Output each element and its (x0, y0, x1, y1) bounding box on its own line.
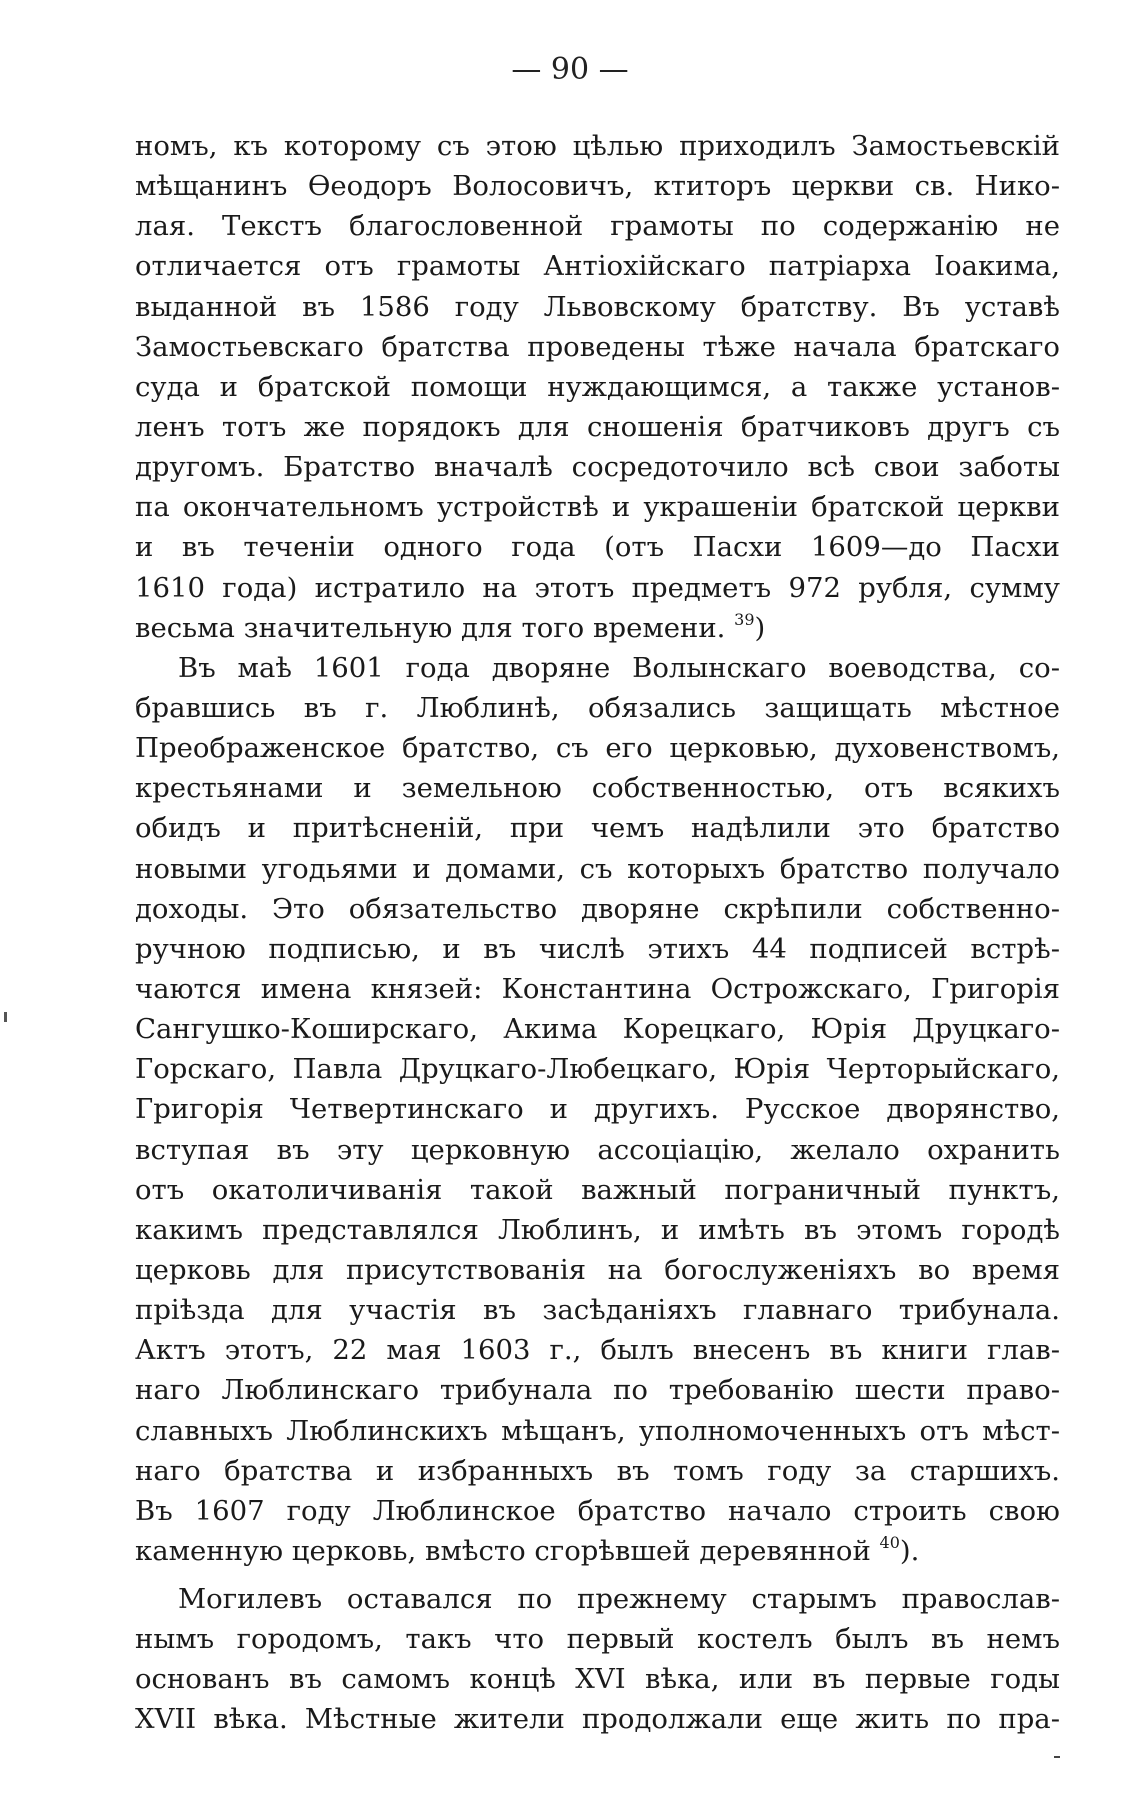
body-text (135, 126, 1060, 1740)
text-segment: ) (754, 611, 766, 644)
text-line: основанъ въ самомъ концѣ XVI вѣка, или въ первые годы (135, 1663, 1060, 1696)
scan-edge-mark (4, 1012, 7, 1022)
text-line: Въ маѣ 1601 года дворяне Волынскаго воеводства, со- (178, 651, 1060, 684)
text-line: па окончательномъ устройствѣ и украшеніи братской церкви (135, 491, 1060, 524)
text-line (135, 608, 1060, 648)
text-segment: весьма значительную для того времени. (135, 611, 726, 644)
text-line: номъ, къ которому съ этою цѣлью приходилъ Замостьевскій (135, 130, 1060, 162)
text-line: отъ окатоличиванія такой важный пограничный пунктъ, (135, 1173, 1060, 1206)
text-line: обидъ и притѣсненій, при чемъ надѣлили это братство (135, 812, 1060, 845)
text-line: нымъ городомъ, такъ что первый костелъ былъ въ немъ (135, 1623, 1060, 1656)
text-line: мѣщанинъ Ѳеодоръ Волосовичъ, ктиторъ церкви св. Нико- (135, 170, 1060, 203)
text-line: Въ 1607 году Люблинское братство начало строить свою (135, 1494, 1060, 1527)
text-line: и въ теченіи одного года (отъ Пасхи 1609—до Пасхи (135, 531, 1060, 564)
text-line: доходы. Это обязательство дворяне скрѣпили собственно- (135, 892, 1060, 925)
text-segment: ). (899, 1534, 920, 1567)
text-line: новыми угодьями и домами, съ которыхъ братство получало (135, 852, 1060, 885)
text-line: церковь для присутствованія на богослуженіяхъ во время (135, 1253, 1060, 1286)
text-line: Актъ этотъ, 22 мая 1603 г., былъ внесенъ въ книги глав- (135, 1334, 1060, 1367)
text-line: ленъ тотъ же порядокъ для сношенія братчиковъ другъ съ (135, 410, 1060, 443)
text-line: суда и братской помощи нуждающимся, а также установ- (135, 370, 1060, 403)
text-line: XVII вѣка. Мѣстные жители продолжали еще жить по пра- (135, 1703, 1060, 1736)
text-segment: каменную церковь, вмѣсто сгорѣвшей деревянной (135, 1534, 871, 1567)
text-line: наго Люблинскаго трибунала по требованію шести право- (135, 1374, 1060, 1407)
paragraph-gap (135, 1571, 1060, 1579)
text-line: вступая въ эту церковную ассоціацію, желало охранить (135, 1133, 1060, 1166)
text-line: пріѣзда для участія въ засѣданіяхъ главнаго трибунала. (135, 1294, 1060, 1327)
text-line: бравшись въ г. Люблинѣ, обязались защищать мѣстное (135, 691, 1060, 724)
text-line: Замостьевскаго братства проведены тѣже начала братскаго (135, 330, 1060, 363)
text-line: Сангушко-Коширскаго, Акима Корецкаго, Юрія Друцкаго- (135, 1013, 1060, 1046)
text-line: отличается отъ грамоты Антіохійскаго патріарха Іоакима, (135, 250, 1060, 283)
text-line: 1610 года) истратило на этотъ предметъ 972 рубля, сумму (135, 571, 1060, 604)
footnote-marker: 40 (879, 1532, 900, 1552)
text-line: Могилевъ оставался по прежнему старымъ православ- (178, 1583, 1060, 1616)
text-line: Григорія Четвертинскаго и другихъ. Русское дворянство, (135, 1093, 1060, 1126)
text-line: лая. Текстъ благословенной грамоты по содержанію не (135, 210, 1060, 243)
text-line: Горскаго, Павла Друцкаго-Любецкаго, Юрія Черторыйскаго, (135, 1053, 1060, 1086)
text-line: ручною подписью, и въ числѣ этихъ 44 подписей встрѣ- (135, 932, 1060, 965)
text-line: славныхъ Люблинскихъ мѣщанъ, уполномоченныхъ отъ мѣст- (135, 1414, 1060, 1447)
text-line: какимъ представлялся Люблинъ, и имѣть въ этомъ городѣ (135, 1213, 1060, 1246)
text-line: выданной въ 1586 году Львовскому братству. Въ уставѣ (135, 290, 1060, 323)
footnote-marker: 39 (734, 609, 755, 629)
text-line: чаются имена князей: Константина Острожскаго, Григорія (135, 972, 1060, 1005)
text-line (135, 1531, 1060, 1571)
text-line: наго братства и избранныхъ въ томъ году за старшихъ. (135, 1454, 1060, 1487)
text-line: другомъ. Братство вначалѣ сосредоточило всѣ свои заботы (135, 451, 1060, 484)
scan-corner-mark (1054, 1756, 1060, 1758)
text-line: крестьянами и земельною собственностью, отъ всякихъ (135, 772, 1060, 805)
text-line: Преображенское братство, съ его церковью, духовенствомъ, (135, 732, 1060, 765)
page-number: — 90 — (511, 52, 629, 87)
